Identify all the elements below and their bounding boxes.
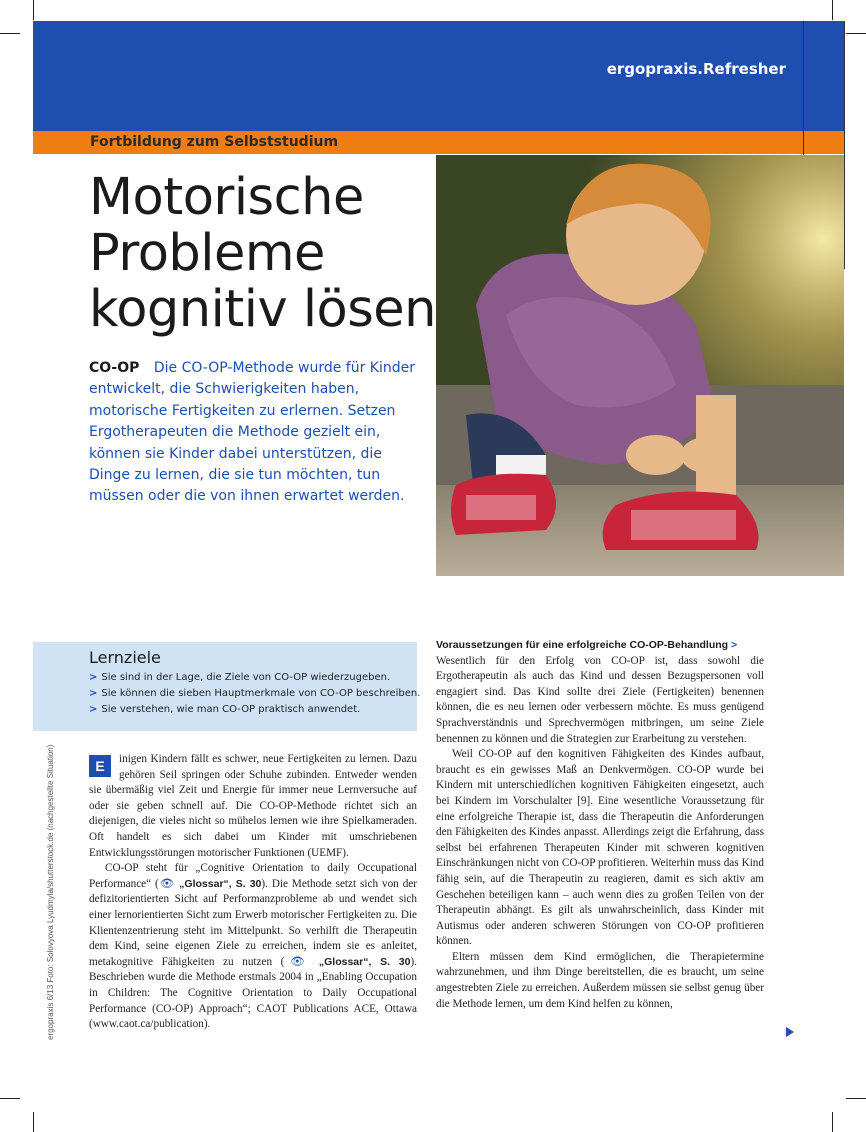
body-paragraph: Eltern müssen dem Kind ermöglichen, die Therapietermine wahrzunehmen, und ihm Dinge bereitstellen, die es braucht, um seine angestrebten Ziele zu erreichen. Außerdem müssen sie selbst genug über die Methode lernen, um dem Kind helfen zu können,	[436, 950, 764, 1010]
chevron-right-icon: >	[89, 672, 98, 683]
headline-line: Probleme	[89, 224, 325, 283]
eye-icon: 👁	[284, 955, 319, 968]
body-paragraph: E inigen Kindern fällt es schwer, neue Fertigkeiten zu lernen. Dazu gehören Seil springen oder Schuhe zubinden. Entweder wenden sie übermäßig viel Zeit und Energie für immer neue Lernversuche auf oder sie geben schnell auf. Die CO-OP-Methode richtet sich an diejenigen, die vieles nicht so mühelos lernen wie ihre Spielkameraden. Oft handelt es sich dabei um Kinder mit umschriebenen Entwicklungsstörungen motorischer Funktionen (UEMF).	[89, 753, 417, 859]
dropcap: E	[89, 755, 111, 777]
body-paragraph: Weil CO-OP auf den kognitiven Fähigkeiten des Kindes aufbaut, braucht es ein gewisses Maß an Denkvermögen. CO-OP wurde bei Kindern mit unterschiedlichen kognitiven Fähigkeiten eingesetzt, auch bei Kindern im Vorschulalter [9]. Eine wesentliche Voraussetzung für eine erfolgreiche Therapie ist, dass die Therapeutin die Anforderungen den Fähigkeiten des Kindes anpasst. Allerdings zeigt die Erfahrung, dass selbst bei erfahrenen Therapeuten Kinder mit schweren kognitiven Einschränkungen nicht von CO-OP profitieren. Weiterhin muss das Kind fähig sein, auf die Therapeutin zu reagieren, damit es sich aktiv am Geschehen beteiligen kann – auch wenn dies zu großen Teilen von der Therapeutin abhängt. Es gilt als unwahrscheinlich, dass Kinder mit Autismus oder anderen schweren Störungen von CO-OP profitieren können.	[436, 748, 764, 948]
body-paragraph: Wesentlich für den Erfolg von CO-OP ist, dass sowohl die Ergotherapeutin als auch das Kind und dessen Bezugspersonen voll engagiert sind. Das Kind sollte drei Ziele (Fertigkeiten) benennen können, die es neu lernen oder verbessern möchte. Es muss genügend Sprachverständnis und Sprechvermögen mitbringen, um seine Ziele benennen zu können und die Strategien zur Erarbeitung zu verstehen.	[436, 654, 764, 745]
chevron-right-icon: >	[89, 704, 98, 715]
subheading: Voraussetzungen für eine erfolgreiche CO-OP-Behandlung >	[436, 639, 738, 651]
lead-text: Die CO-OP-Methode wurde für Kinder entwickelt, die Schwierigkeiten haben, motorische Fertigkeiten zu erlernen. Setzen Ergotherapeuten die Methode gezielt ein, können sie Kinder dabei unterstützen, die Dinge zu lernen, die sie tun möchten, tun müssen oder die von ihnen erwartet werden.	[89, 360, 416, 505]
crop-mark	[0, 33, 20, 34]
crop-mark	[846, 1098, 866, 1099]
body-column-left	[89, 752, 417, 1033]
headline-line: Motorische	[89, 168, 364, 227]
child-tying-shoe-illustration	[436, 155, 844, 576]
glossary-link[interactable]: „Glossar“, S. 30	[179, 877, 262, 890]
continue-arrow-icon	[786, 1027, 794, 1037]
crop-mark	[832, 0, 833, 20]
lead-tag: CO-OP	[89, 360, 140, 376]
photo-credit: ergopraxis 6/13 Foto: Solovyova Lyudmyla/shutterstock.de (nachgestellte Situation)	[46, 744, 55, 1040]
body-column-right	[436, 638, 764, 1012]
learning-goal-item: > Sie sind in der Lage, die Ziele von CO-OP wiederzugeben.	[89, 672, 391, 683]
learning-goal-item: > Sie verstehen, wie man CO-OP praktisch anwendet.	[89, 704, 361, 715]
headline-line: kognitiv lösen	[89, 280, 436, 339]
crop-mark	[33, 1112, 34, 1132]
learning-goals-title: Lernziele	[89, 648, 161, 667]
body-paragraph: CO-OP steht für „Cognitive Orientation to daily Occupational Performance“ (👁 „Glossar“, S. 30). Die Methode setzt sich von der defizitorientierten Sicht auf Performanzprobleme ab und wendet sich einer lernorientierten Sicht zum Erwerb motorischer Fertigkeiten zu. Die Klientenzentrierung steht im Mittelpunkt. So verhilft die Therapeutin dem Kind, seine eigenen Ziele zu erreichen, indem sie es anleitet, metakognitive Fähigkeiten zu nutzen (👁 „Glossar“, S. 30). Beschrieben wurde die Methode erstmals 2004 in „Enabling Occupation in Children: The Cognitive Orientation to Daily Occupational Performance (CO-OP) Approach“; CAOT Publications ACE, Ottawa (www.caot.ca/publication).	[89, 862, 417, 1031]
crop-mark	[33, 0, 34, 20]
crop-mark	[846, 33, 866, 34]
eye-icon: 👁	[158, 877, 180, 890]
article-photo	[436, 155, 844, 576]
chevron-right-icon: >	[89, 688, 98, 699]
crop-mark	[832, 1112, 833, 1132]
headline	[89, 170, 436, 338]
chevron-right-icon: >	[731, 639, 738, 651]
series-label: ergopraxis.Refresher	[606, 60, 786, 78]
section-label: Fortbildung zum Selbststudium	[90, 134, 339, 150]
crop-mark	[0, 1098, 20, 1099]
glossary-link[interactable]: „Glossar“, S. 30	[318, 955, 411, 968]
learning-goal-item: > Sie können die sieben Hauptmerkmale von CO-OP beschreiben.	[89, 688, 421, 699]
lead-paragraph	[89, 358, 419, 508]
